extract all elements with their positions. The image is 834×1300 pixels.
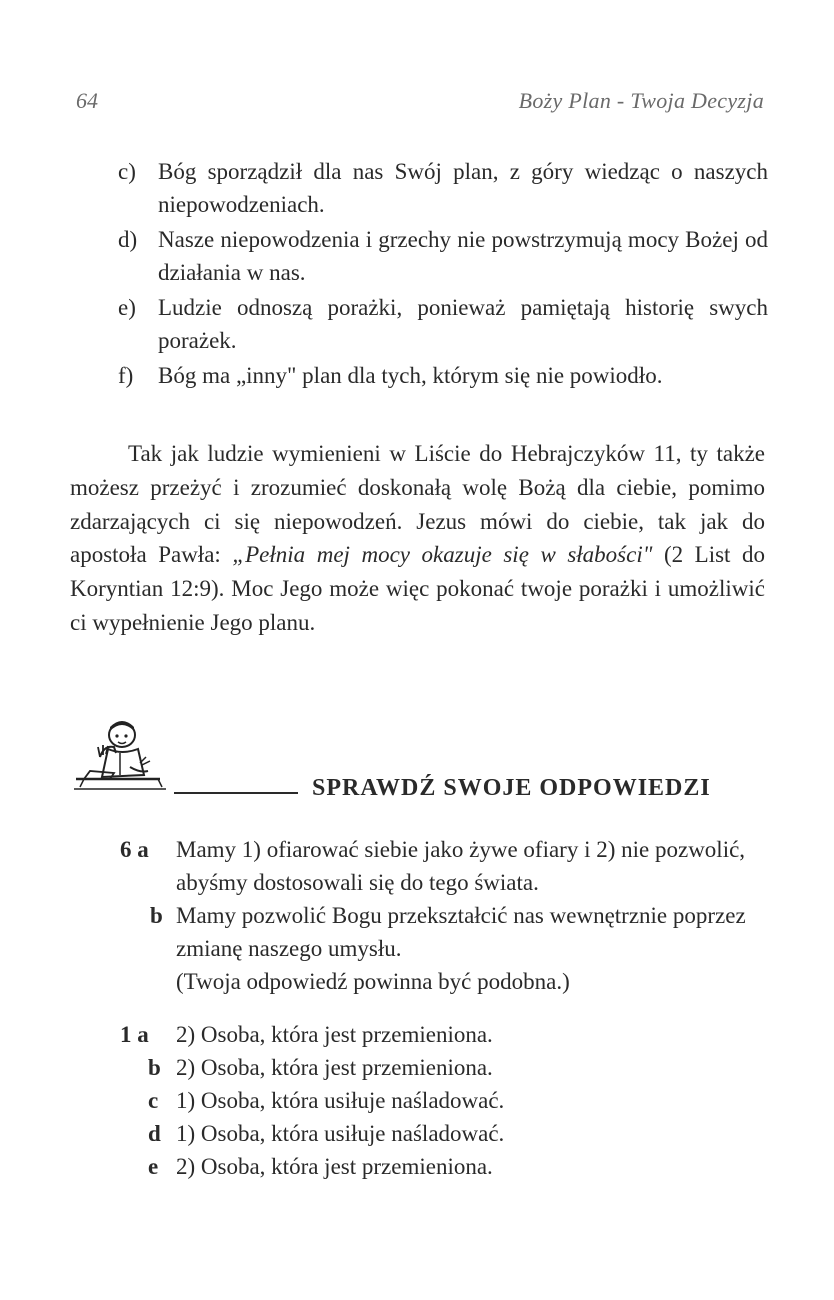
answer-letter: c: [148, 1088, 159, 1113]
answer-line: [120, 833, 768, 899]
answer-group-1: [120, 1018, 768, 1183]
answer-line: [120, 1084, 768, 1117]
answer-letter: b: [148, 1055, 161, 1080]
list-marker: e): [118, 295, 136, 320]
answer-line: [120, 1150, 768, 1183]
body-paragraph: [70, 437, 765, 640]
list-item-text: Nasze niepowodzenia i grzechy nie powstrzymują mocy Bożej od działania w nas.: [158, 227, 768, 285]
reading-person-icon: [70, 717, 170, 802]
running-title: Boży Plan - Twoja Decyzja: [518, 88, 764, 113]
answer-line: [120, 1051, 768, 1084]
question-number: 1 a: [120, 1022, 149, 1047]
list-item: [118, 359, 768, 392]
paragraph-text-end: (2 List do Koryntian 12:9). Moc Jego może więc pokonać twoje porażki i umożliwić ci wypełnienie Jego planu.: [70, 542, 765, 635]
list-marker: d): [118, 227, 138, 252]
answer-text: 2) Osoba, która jest przemieniona.: [176, 1022, 493, 1047]
check-answers-heading: SPRAWDŹ SWOJE ODPOWIEDZI: [312, 775, 711, 801]
list-item-text: Ludzie odnoszą porażki, ponieważ pamiętają historię swych porażek.: [158, 295, 768, 353]
answer-line: [120, 899, 768, 965]
answer-text: Mamy 1) ofiarować siebie jako żywe ofiary i 2) nie pozwolić, abyśmy dostosowali się do tego świata.: [176, 837, 746, 895]
check-answers-section: [70, 717, 765, 802]
statement-list: [118, 155, 768, 394]
answer-letter: e: [148, 1154, 159, 1179]
page-header: [70, 88, 764, 118]
scripture-quote: „Pełnia mej mocy okazuje się w słabości": [232, 542, 653, 568]
question-number: 6 a: [120, 837, 149, 862]
list-marker: c): [118, 159, 136, 184]
list-marker: f): [118, 363, 134, 388]
answer-note: (Twoja odpowiedź powinna być podobna.): [176, 969, 570, 994]
answer-text: 2) Osoba, która jest przemieniona.: [176, 1154, 493, 1179]
answer-key: [120, 833, 768, 1203]
answer-line: [120, 1117, 768, 1150]
answer-text: Mamy pozwolić Bogu przekształcić nas wewnętrznie poprzez zmianę naszego umysłu.: [176, 903, 746, 961]
list-item: [118, 223, 768, 289]
answer-letter: d: [148, 1121, 161, 1146]
answer-text: 2) Osoba, która jest przemieniona.: [176, 1055, 493, 1080]
paragraph-text: Tak jak ludzie wymienieni w Liście do Hebrajczyków 11, ty także możesz przeżyć i zrozumieć doskonałą wolę Bożą dla ciebie, pomimo zdarzających ci się niepowodzeń. Jezus mówi do ciebie, tak jak do apostoła Pawła:: [70, 441, 765, 568]
heading-rule: [174, 792, 298, 794]
answer-letter: b: [150, 903, 163, 928]
list-item-text: Bóg ma „inny" plan dla tych, którym się nie powiodło.: [158, 363, 663, 388]
answer-text: 1) Osoba, która usiłuje naśladować.: [176, 1121, 505, 1146]
answer-text: 1) Osoba, która usiłuje naśladować.: [176, 1088, 505, 1113]
answer-group-6: [120, 833, 768, 998]
list-item: [118, 155, 768, 221]
answer-line: [120, 1018, 768, 1051]
list-item-text: Bóg sporządził dla nas Swój plan, z góry wiedząc o naszych niepowodzeniach.: [158, 159, 768, 217]
list-item: [118, 291, 768, 357]
page-number: 64: [76, 88, 98, 113]
